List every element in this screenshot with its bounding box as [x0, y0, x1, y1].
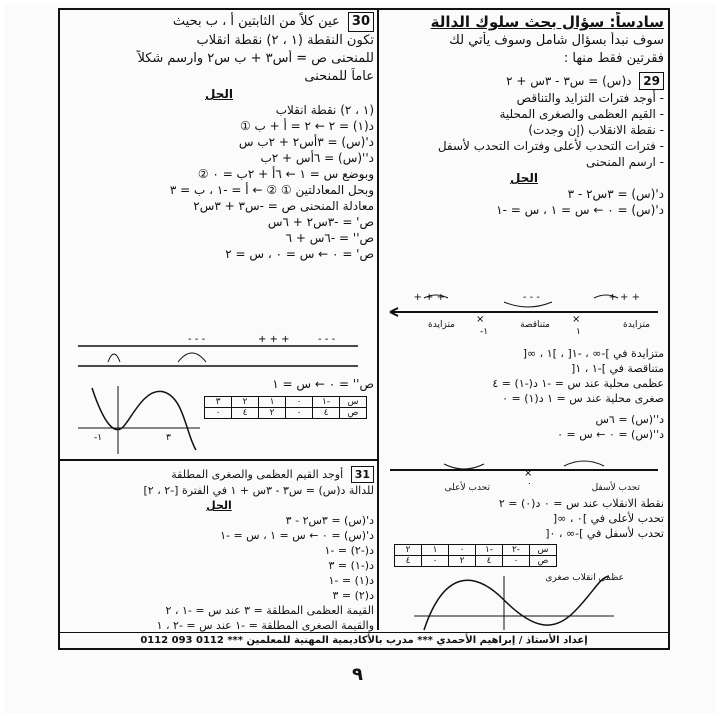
table-row [395, 556, 557, 567]
q31-step-1: د'(س) = ٣س٢ - ٣ [285, 514, 374, 527]
sign-label-3: متزايدة [428, 320, 455, 330]
sign-mark-2: - - - [522, 292, 540, 303]
table-row [205, 408, 367, 419]
question-divider [58, 459, 379, 461]
table-cell: ٠ [503, 556, 530, 567]
svg-text:×: × [476, 314, 485, 325]
q29-value-table [394, 544, 557, 567]
q30-step-9: ص'' = -٦س + ٦ [285, 231, 374, 245]
table-cell: س [530, 545, 557, 556]
q29-result-2: متناقصة في ]-١ ، ١[ [571, 362, 664, 375]
q29-deriv2: د''(س) = ٦س [595, 413, 664, 426]
table-cell: ٢ [449, 556, 476, 567]
svg-text:٣: ٣ [166, 433, 171, 443]
q30-step-7: معادلة المنحنى ص = -س٣ + ٣س٢ [193, 199, 374, 213]
sign-mark-1: + + + [608, 292, 640, 303]
q31-step-5: د(١) = -١ [328, 574, 374, 587]
q31-solution-label: الحل [206, 499, 232, 512]
q29-header [384, 72, 664, 90]
table-cell: ص [530, 556, 557, 567]
q30-statement-text-1: عين كلاً من الثابتين أ ، ب بحيث [172, 14, 340, 29]
q29-task-1: - أوجد فترات التزايد والتناقص [516, 91, 664, 105]
q30-value-table [204, 396, 367, 419]
q30-step-10: ص' = ٠ ← س = ٠ ، س = ٢ [225, 247, 374, 261]
svg-text:-١: -١ [94, 433, 103, 443]
q30-step-5: وبوضع س = ١ ← ٦أ + ٢ب = ٠ ② [197, 167, 374, 181]
table-cell: ص [340, 408, 367, 419]
table-cell: ٠ [422, 556, 449, 567]
table-cell: ٠ [205, 408, 232, 419]
table-cell: ٠ [286, 408, 313, 419]
right-column [384, 12, 664, 218]
table-cell: ٠ [286, 397, 313, 408]
q29-task-4: - فترات التحدب لأعلى وفترات التحدب لأسفل [437, 139, 664, 153]
q30-curve-graph [74, 384, 204, 456]
q29-sign-marks [388, 290, 660, 304]
q30-statement-1 [64, 12, 374, 32]
q29-deriv2-zero: د''(س) = ٠ ← س = ٠ [557, 428, 664, 441]
q29-curve-graph [404, 574, 624, 632]
page-number: ٩ [352, 664, 363, 685]
q30-solution-label: الحل [205, 87, 233, 101]
table-cell: ١ [259, 397, 286, 408]
q29-concavity-labels [388, 480, 660, 494]
table-cell: ٢ [232, 397, 259, 408]
q30-step-6: وبحل المعادلتين ① ② ← أ = -١ ، ب = ٣ [169, 183, 374, 197]
q29-results [384, 346, 664, 442]
table-cell: س [340, 397, 367, 408]
left-column-q31 [64, 466, 374, 633]
table-cell: ٢ [259, 408, 286, 419]
q30-sign-chart [68, 332, 368, 376]
q29-deriv1: د'(س) = ٣س٢ - ٣ [567, 187, 664, 201]
q29-task-3: - نقطة الانقلاب (إن وجدت) [528, 123, 664, 137]
table-cell: ٤ [476, 556, 503, 567]
q31-step-3: د(-٢) = -١ [324, 544, 374, 557]
table-row [395, 545, 557, 556]
table-cell: ١ [422, 545, 449, 556]
q30-step-1: (١ ، ٢) نقطة انقلاب [275, 103, 374, 117]
table-cell: ٤ [232, 408, 259, 419]
q31-statement-1 [64, 466, 374, 483]
table-row [205, 397, 367, 408]
svg-text:+ + +: + + + [258, 334, 290, 345]
worksheet-page [4, 4, 716, 714]
q31-step-7: القيمة العظمى المطلقة = ٣ عند س = -١ ، ٢ [165, 604, 374, 617]
q29-curve-caption: عظمى انقلاب صغرى [545, 573, 624, 583]
q30-step-2: د(١) = ٢ ← ٢ = أ + ب ① [239, 119, 374, 133]
q29-result-1: متزايدة في ]-∞ ، -١[ ، ]١ ، ∞[ [522, 347, 664, 360]
table-cell: ٤ [395, 556, 422, 567]
table-cell: ٣ [205, 397, 232, 408]
q29-result-3: عظمى محلية عند س = -١ د(-١) = ٤ [492, 377, 664, 390]
q29-concave-up: تحدب لأعلى في ]٠ ، ∞[ [552, 512, 664, 525]
q29-function: د(س) = س٣ - ٣س + ٢ [506, 74, 632, 88]
q29-result-4: صغرى محلية عند س = ١ د(١) = ٠ [502, 392, 664, 405]
table-cell: ٢ [395, 545, 422, 556]
concavity-label-1: تحدب لأسفل [591, 483, 640, 493]
table-cell: ٤ [313, 408, 340, 419]
q30-step-4: د''(س) = ٦أس + ٢ب [260, 151, 374, 165]
table-cell: -١ [476, 545, 503, 556]
q30-statement-3: للمنحنى ص = أس٣ + ب س٢ وارسم شكلاً [137, 51, 374, 66]
q29-task-5: - ارسم المنحنى [585, 155, 664, 169]
left-column-q30 [64, 12, 374, 262]
svg-text:١: ١ [576, 327, 581, 336]
q31-step-2: د'(س) = ٠ ← س = ١ ، س = -١ [220, 529, 374, 542]
q31-number: 31 [351, 466, 374, 483]
q31-statement-2: للدالة د(س) = س٣ - ٣س + ١ في الفترة [-٢ ، ٢] [143, 484, 374, 497]
table-cell: -١ [313, 397, 340, 408]
svg-text:- - -: - - - [188, 334, 206, 345]
q30-step-3: د'(س) = ٣أس٢ + ٢ب س [238, 135, 374, 149]
sign-mark-3: + + + [413, 292, 445, 303]
q29-concavity-results [384, 496, 664, 541]
svg-text:×: × [524, 468, 533, 479]
svg-text:-١: -١ [480, 327, 489, 336]
sign-label-2: متناقصة [520, 320, 550, 330]
svg-text:- - -: - - - [318, 334, 336, 345]
q30-number: 30 [348, 12, 374, 32]
table-cell: ٠ [449, 545, 476, 556]
q29-solution-label: الحل [510, 171, 538, 185]
q29-inflection: نقطة الانقلاب عند س = ٠ د(٠) = ٢ [498, 497, 664, 510]
q31-step-8: والقيمة الصغرى المطلقة = -١ عند س = -٢ ، ١ [156, 619, 374, 632]
q30-step-8: ص' = -٣س٢ + ٦س [267, 215, 374, 229]
q30-statement-4: عاماً للمنحنى [304, 69, 374, 84]
column-divider [377, 8, 379, 630]
intro-line-1: سوف نبدأ بسؤال شامل وسوف يأتي لك [449, 33, 664, 48]
q29-concave-down: تحدب لأسفل في ]-∞ ، ٠[ [545, 527, 664, 540]
q30-statement-2: تكون النقطة (١ ، ٢) نقطة انقلاب [196, 33, 374, 48]
svg-text:٠: ٠ [527, 479, 532, 488]
q29-deriv1-zero: د'(س) = ٠ ← س = ١ ، س = -١ [496, 203, 664, 217]
q29-number: 29 [639, 72, 664, 90]
svg-text:×: × [572, 314, 581, 325]
q29-sign-labels [388, 317, 660, 331]
q30-step-11: ص'' = ٠ ← س = ١ [272, 377, 374, 391]
q31-statement-text-1: أوجد القيم العظمى والصغرى المطلقة [171, 468, 344, 481]
sign-label-1: متزايدة [623, 320, 650, 330]
q31-step-4: د(-١) = ٣ [328, 559, 374, 572]
concavity-label-2: تحدب لأعلى [444, 483, 490, 493]
q29-task-2: - القيم العظمى والصغرى المحلية [499, 107, 664, 121]
table-cell: -٢ [503, 545, 530, 556]
q31-step-6: د(٢) = ٣ [332, 589, 374, 602]
intro-line-2: فقرتين فقط منها : [563, 51, 664, 66]
footer-credit: إعداد الأستاذ / إبراهيم الأحمدي *** مدرب بالأكاديمية المهنية للمعلمين *** 0112 093 0112 [60, 632, 668, 649]
section-header: سادساً: سؤال بحث سلوك الدالة [430, 13, 664, 31]
